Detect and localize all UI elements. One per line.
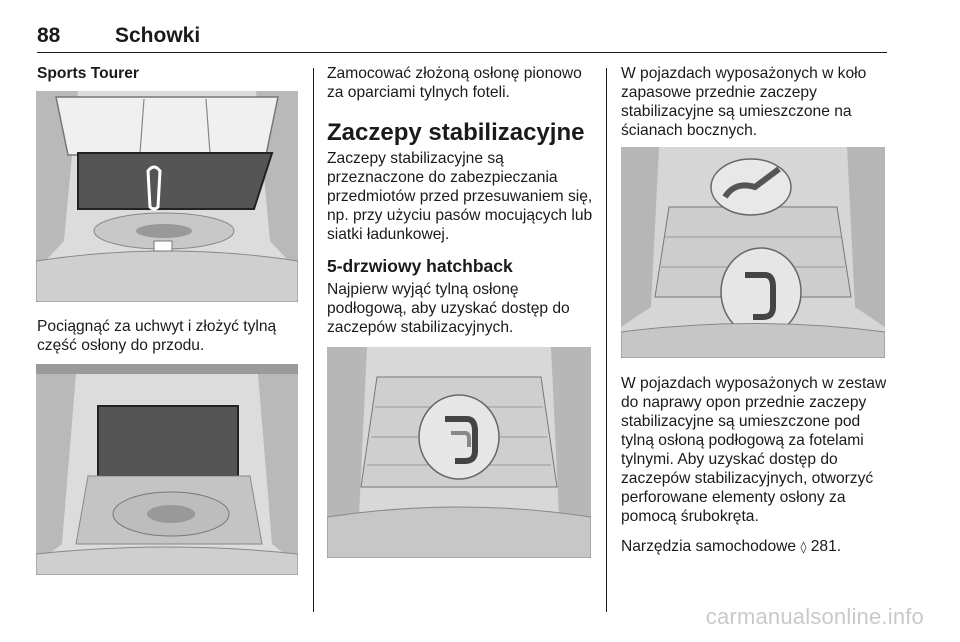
chapter-title: Schowki bbox=[115, 24, 201, 47]
figure-sidewall-tie-down bbox=[621, 147, 885, 358]
tools-reference-text: Narzędzia samochodowe bbox=[621, 538, 797, 555]
paragraph-tie-downs: Zaczepy stabilizacyjne są przeznaczone do zabezpieczania przedmiotów przed przesuwaniem się, np. przy użyciu pasów mocujących lub siatki ładunkowej. bbox=[327, 150, 593, 243]
tools-reference bbox=[621, 537, 889, 557]
column-separator-1 bbox=[313, 68, 314, 612]
tools-reference-page[interactable]: 281. bbox=[810, 538, 842, 555]
paragraph-mount-cover: Zamocować złożoną osłonę pionowo za oparciami tylnych foteli. bbox=[327, 65, 582, 101]
section-title-tie-downs: Zaczepy stabilizacyjne bbox=[327, 119, 585, 146]
column-1 bbox=[37, 64, 297, 83]
subsection-title-hatchback: 5-drzwiowy hatchback bbox=[327, 256, 513, 276]
paragraph-repair-kit: W pojazdach wyposażonych w zestaw do naprawy opon przednie zaczepy stabilizacyjne są umieszczone pod tylną osłoną podłogową za fotelami tylnymi. Aby uzyskać dostęp do zaczepów stabilizacyjnych, otworzyć perforowane elementy osłony za pomocą śrubokręta. bbox=[621, 375, 887, 525]
subheading-sports-tourer: Sports Tourer bbox=[37, 65, 139, 82]
figure-trunk-cover-folded bbox=[36, 91, 298, 302]
page-number: 88 bbox=[37, 24, 61, 47]
column-3-lower bbox=[621, 374, 889, 557]
watermark: carmanualsonline.info bbox=[705, 604, 924, 629]
caption-fold-cover: Pociągnąć za uchwyt i złożyć tylną część osłony do przodu. bbox=[37, 318, 277, 354]
figure-hatchback-tie-down bbox=[327, 347, 591, 558]
paragraph-spare-wheel: W pojazdach wyposażonych w koło zapasowe przednie zaczepy stabilizacyjne są umieszczone na ścianach bocznych. bbox=[621, 65, 867, 139]
column-separator-2 bbox=[606, 68, 607, 612]
paragraph-hatchback: Najpierw wyjąć tylną osłonę podłogową, aby uzyskać dostęp do zaczepów stabilizacyjnych. bbox=[327, 281, 570, 336]
figure-trunk-cover-upright bbox=[36, 364, 298, 575]
column-2 bbox=[327, 64, 599, 337]
page-header bbox=[37, 22, 887, 53]
page-reference-arrow-icon: ◊ bbox=[800, 540, 807, 554]
column-1-caption-block bbox=[37, 317, 299, 355]
column-3 bbox=[621, 64, 889, 140]
